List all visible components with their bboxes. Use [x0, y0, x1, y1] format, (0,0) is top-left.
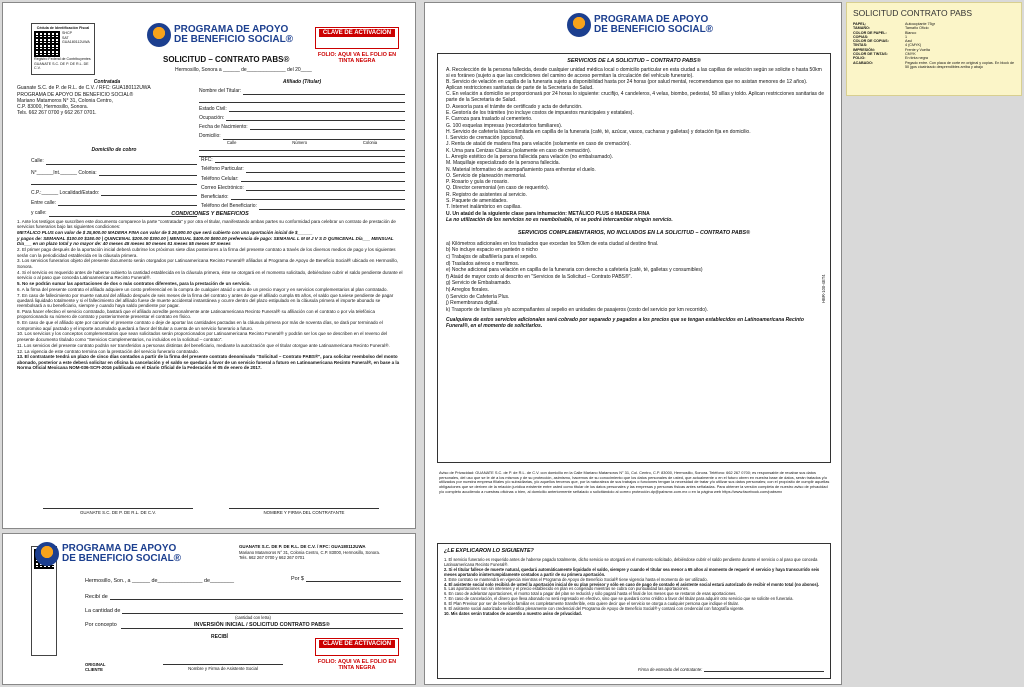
address-field[interactable]: Domicilio: — [199, 133, 405, 139]
between-street-field[interactable]: Entre calle: — [31, 200, 197, 206]
address-sublabel: Calle — [226, 139, 237, 145]
collection-block — [31, 147, 197, 217]
complementary-item: i) Servicio de Cafetería Plus. — [446, 293, 510, 300]
spec-title: SOLICITUD CONTRATO PABS — [853, 8, 973, 18]
fiscal-line: GUANATE S.C. DE P. DE R.L. DE C.V. — [34, 61, 89, 70]
condition-item: 13. El contratante tendrá un plazo de cinco días contados a partir de la firma del presente contrato denominado "Solicitud – Contrato PABS®", para solicitar reembolso del monto abonado, posterior a este deberá solicitar en oficina la cancelación y el saldo se quedará a favor de un servicio funeral a futuro en Latinoamericana Recinto Funeral®, en base a la Norma Oficial Mexicana NOM-036-SCFI-2016 publicada en el Diario Oficial de la Federación el 05 de enero de 2017. — [17, 354, 400, 371]
complementary-item: c) Trabajos de albañilería para el sepelio. — [446, 254, 538, 261]
spec-row: COLOR DE TINTAS: CMYK — [853, 52, 916, 57]
side-code: HBR-100-4ET4 — [821, 274, 826, 303]
activation-key-box — [315, 27, 399, 49]
pabs-logo-icon — [147, 23, 171, 47]
assistant-signature[interactable]: Nombre y Firma de Asistente Social — [163, 664, 283, 671]
collection-title: Domicilio de cobro — [91, 147, 137, 153]
spec-row: COLOR DE PAPEL: Blanco — [853, 30, 917, 35]
complementary-item: k) Trasporte de familiares y/o acompañantes al sepelio en unidades de pasajeros (costo del servicio por km recorrido). — [446, 306, 709, 313]
affiliate-title: Afiliado (Titular) — [282, 79, 322, 85]
checklist-item: 3. Este contrato se mantendrá en vigencia mientras el Programa de Apoyo de Beneficio Social® tiene vigencia hasta el momento de ser utilizado. — [444, 576, 708, 582]
address-sublabel: Número — [292, 139, 308, 145]
services-note: La no utilización de los servicios no es reembolsable, ni se podrá intercambiar ningún servicio. — [446, 216, 673, 223]
complementary-note: Cualquiera de estos servicios adicionales será cobrado por separado y pagados a los precios que se tengan establecidos en Latinoamericana Recinto Funeral®, en el momento de solicitarlos. — [446, 317, 804, 330]
receipt-date[interactable]: Hermosillo, Son., a ______ de_______________ de________ — [85, 578, 234, 584]
folio-text: FOLIO: AQUI VA EL FOLIO EN TINTA NEGRA — [317, 659, 397, 671]
spec-row: IMPRESIÓN: Frente y Vuelta — [853, 47, 930, 52]
beneficiary-field[interactable]: Beneficiario: — [201, 194, 405, 200]
services-title: SERVICIOS DE LA SOLICITUD – CONTRATO PABS® — [567, 58, 701, 64]
condition-item: 4. Si el servicio es requerido antes de haberse cubierto la cantidad establecida en la cláusula primera, éste se otorgará en el momento solicitado, debiéndose cubrir el saldo pendiente durante el servicio o al paso que conceda Latinoamericana Recinto Funeral®. — [17, 269, 403, 280]
service-item: F. Carroza para traslado al cementerio. — [446, 116, 533, 123]
checklist-item: 1. El servicio funerario es requerido antes de haberse pagado totalmente, dicho servicio se otorgará en el momento solicitado, debiéndose cubrir el saldo pendiente durante el servicio o al paso que conceda Latinoamericana Recinto Funeral®. — [444, 557, 818, 567]
fiscal-line: SAT — [62, 35, 69, 40]
activation-key-box — [315, 638, 399, 656]
home-phone-field[interactable]: Teléfono Particular: — [201, 166, 405, 172]
service-item: P. Rosario y guía de rosario. — [446, 179, 509, 186]
receipt-amount[interactable]: Por $ — [291, 576, 401, 582]
contracted-line: Tels. 662 267 0700 y 662 267 0701. — [17, 110, 97, 117]
service-item: Q. Director ceremonial (en caso de requerirlo). — [446, 185, 550, 192]
folio-text: FOLIO: AQUI VA EL FOLIO EN TINTA NEGRA — [317, 52, 397, 64]
signature-contractor[interactable]: NOMBRE Y FIRMA DEL CONTRATANTE — [229, 508, 379, 515]
spec-row: FOLIO: En tinta negra — [853, 56, 928, 61]
complementary-item: h) Arreglos florales. — [446, 287, 490, 294]
original-label: ORIGINAL CLIENTE — [85, 662, 106, 672]
services-box — [437, 53, 831, 463]
concept-value: INVERSIÓN INICIAL / SOLICITUD CONTRATO PABS® — [121, 622, 403, 629]
condition-item: y pagos de: SEMANAL $100.00 $150.00 | QUINCENAL $200.00 $300.00 | MENSUAL $400.00 $600.00 preferencia de pago: SEMANAL L M M J V S D QUINCENAL Día___ MENSUAL Día___ en un plazo total y no mayor de: 40 meses 45 meses 50 meses 51 meses 55 meses 57 meses — [17, 236, 394, 247]
fiscal-line: GUA180112UWA — [62, 39, 90, 44]
contract-back-page — [424, 2, 842, 685]
checklist-signature[interactable]: Firma de enterado del contratante: — [638, 667, 824, 672]
service-item: L. Arreglo estético de la persona fallecida para velación (no embalsamado). — [446, 153, 614, 160]
email-field[interactable]: Correo Electrónico: — [201, 185, 405, 191]
signature-company[interactable]: GUANATE S.C. DE P. DE R.L. DE C.V. — [43, 508, 193, 515]
spec-row: TINTAS: 4 (CMYK) — [853, 43, 922, 48]
receipt-recibi: RECIBÍ — [211, 634, 228, 640]
service-item: D. Asesoría para el trámite de certificado y acta de defunción. — [446, 103, 583, 110]
brand-line-2: DE BENEFICIO SOCIAL® — [62, 553, 182, 564]
spec-row: TAMAÑO: Tamaño Oficio — [853, 26, 929, 31]
brand-logo — [147, 23, 293, 47]
condition-item: 6. A la firma del presente contrato el afiliado adquiere un costo preferencial en la compra de cualquier ataúd o urna de un precio mayor y en servicios complementarios al plan contratado. — [17, 286, 388, 292]
beneficiary-phone-field[interactable]: Teléfono del Beneficiario: — [201, 203, 405, 209]
checklist-item: 4. El asistente social solo recibirá de usted la aportación inicial de su plan previsor y sólo en caso de pago de contado el asistente social estará autorizado de recibir el monto total (no abonos). — [444, 581, 820, 587]
birth-date-field[interactable]: Fecha de Nacimiento: — [199, 124, 405, 130]
condition-item: 3. Los servicios funerarios objeto del presente documento serán otorgados por Latinoamericana Recinto Funeral® afiliados al Programa de Apoyo de Beneficio Social® ubicado en Hermosillo, Sonora. — [17, 258, 399, 269]
receipt-company-line: Tels. 662 267 0700 y 662 267 0701 — [239, 554, 305, 560]
condition-item: 7. En caso de fallecimiento por muerte natural del afiliado después de seis meses de la firma del contrato y antes de que el afiliado cumpla 65 años, el saldo que tuviese pendiente de pagar quedará liquidado totalmente y si el fallecimiento del afiliado fuese de muerte accidental instantánea y ocurre dentro del plazo estipulado en la cláusula primera el importe abonado se reembolsará a su beneficiario, siempre y cuando haya saldo pendiente por pagar. — [17, 292, 394, 309]
and-street-field[interactable]: y calle: — [31, 210, 197, 216]
condition-item: METÁLICO PLUS con valor de $ 25,900.00 MADERA FINA con valor de $ 26,900.00 que será cubierto con una aportación inicial de $______ — [17, 230, 313, 236]
brand-logo — [567, 13, 713, 37]
received-from-field[interactable]: Recibí de — [85, 594, 403, 600]
form-date-line: Hermosillo, Sonora a ______ de______________ del 20____ — [175, 67, 312, 73]
service-item: I. Servicio de cremación (opcional). — [446, 135, 525, 142]
brand-line-1: PROGRAMA DE APOYO — [62, 543, 177, 554]
checklist-item: 5. Las aportaciones son sin intereses y el precio establecido en plan es congelado mientras se cubra con puntualidad las aportaciones. — [444, 586, 690, 592]
contracted-line: Mariano Matamoros N° 31, Colonia Centro, — [17, 97, 113, 104]
cell-phone-field[interactable]: Teléfono Celular: — [201, 176, 405, 182]
brand-line-2: DE BENEFICIO SOCIAL® — [594, 24, 714, 35]
activation-key-label: CLAVE DE ACTIVACION — [319, 640, 395, 648]
collection-number-field[interactable]: N°______Int.______ Colonia: — [31, 170, 197, 176]
service-item: N. Material informativo de acompañamiento para enfrentar el duelo. — [446, 166, 596, 173]
receipt-company-line: Mariano Matamoros N° 31, Colonia Centro, C.P. 83000, Hermosillo, Sonora. — [239, 549, 381, 555]
checklist-item: 2. Si el titular fallece de muerte natural, quedará automáticamente liquidado el saldo, siempre y cuando el titular sea menor a 65 años al momento de requerir el servicio y haya transcurrido seis meses aportando ininterrumpidamente contados a partir de su primera aportación. — [444, 566, 820, 577]
print-spec-card — [846, 2, 1022, 96]
complementary-title: SERVICIOS COMPLEMENTARIOS, NO INCLUIDOS EN LA SOLICITUD – CONTRATO PABS® — [517, 229, 751, 236]
affiliate-block — [199, 79, 405, 157]
service-item: U. Un ataúd de la siguiente clase para inhumación: METÁLICO PLUS ó MADERA FINA — [446, 210, 650, 217]
service-item: A. Recolección de la persona fallecida, desde cualquier unidad médica local o domicilio particular en esta ciudad a las capillas de velación según se solicite o hasta 50km si es foráneo (sujeto a que las condiciones del camino de acceso permitan la circulación del vehículo funerario). — [446, 67, 822, 79]
quantity-field[interactable]: La cantidad de — [85, 608, 403, 614]
condition-item: 5. No se podrán sumar las aportaciones de dos o más contratos diferentes, para la prestación de un servicio. — [17, 280, 251, 286]
condition-item: 8. Para hacer efectivo el servicio contratado, bastará que el afiliado acredite personalmente ante Latinoamericana Recinto Funeral® su afiliación con el contrato o por vía telefónica proporcionando su número de contrato y posteriormente presentar el contrato en físico. — [17, 309, 376, 320]
rfc-field[interactable]: RFC: — [201, 157, 405, 163]
conditions-title: CONDICIONES Y BENEFICIOS — [171, 211, 249, 217]
fiscal-line: Registro Federal de Contribuyentes — [34, 57, 91, 62]
collection-street-field[interactable]: Calle: — [31, 158, 197, 164]
contracted-block — [17, 79, 197, 117]
checklist-item: 8. El Plan Previsor por ser de beneficio familiar es completamente transferible, esto quiere decir que el servicio se otorga a cualquier persona que indique el titular. — [444, 601, 739, 607]
contracted-title: Contratada — [93, 79, 121, 85]
contracted-line: Guanate S.C. de P. de R.L. de C.V. / RFC: GUA180112UWA — [17, 85, 151, 92]
conditions-list — [17, 219, 405, 371]
privacy-notice: Aviso de Privacidad: GUANATE S.C. de P. de R.L. de C.V. con domicilio en la Calle Mariano Matamoros N° 31, Col. Centro, C.P. 83000, Hermosillo, Sonora. Teléfono: 662 267 0700; es responsable de recabar sus datos personales, del uso que se le dé a los mismos y de su protección, asimismo, hacemos de su conocimiento que los datos personales de usted, que actualmente o en el futuro obren en nuestra base de datos, serán tratados y/o utilizados por nuestra empresa filiales y/o subsidiarias, y/o aquellos terceros que, por la naturaleza de sus trabajos o funciones tengan la necesidad de tratar y/o utilizar sus datos personales; con el propósito de cumplir aquellas obligaciones que se deriven de la relación jurídica existente entre usted como titular de los datos personales y las empresas y personas físicas antes señaladas. Para obtener la versión completa de nuestro aviso de privacidad y/o completo acudiendo a nuestras oficinas o bien, al domicilio anteriormente señalado o solicitándolo al correo protección.dp@pabsmx.com.mx o en la página web https://www.facebook.com/pabsmx — [439, 470, 830, 494]
collection-zip-field[interactable]: C.P.:______ Localidad/Estado: — [31, 190, 197, 196]
complementary-item: j) Remembranza digital. — [446, 300, 499, 307]
fiscal-id-card — [31, 23, 95, 75]
form-title: SOLICITUD – CONTRATO PABS® — [163, 55, 290, 64]
condition-item: 12. La vigencia de este contrato termina con la prestación del servicio funerario contratado. — [17, 348, 199, 354]
receipt-company — [239, 544, 409, 560]
contract-front-page — [2, 2, 416, 529]
condition-item: 9. En caso de que el afiliado opte por cancelar el presente contrato o deje de aportar las cantidades pactadas en la cláusula primera por más de noventa días, se dará por terminado el compromiso aquí pactado y el importe acumulado quedará a favor del titular a cuenta de un servicio funerario a futuro. — [17, 320, 383, 331]
condition-item: 1. Ante los testigos que suscriben este documento comparece la parte "contratada" y por otra el titular, manifestando ambas partes su conformidad para celebrar un contrato de prestación de servicios funerarios bajo las siguientes condiciones: — [17, 219, 396, 230]
spec-row: COLOR DE COPIAS: Azul — [853, 39, 913, 44]
complementary-item: d) Traslados aéreos o marítimos. — [446, 260, 520, 267]
checklist-item: 6. En caso de adelantar aportaciones, el monto total a pagar del plan se reducirá y sólo pagará hasta el final de los meses que se restaron de esas aportaciones. — [444, 591, 737, 597]
quantity-note: (cantidad con letra) — [235, 615, 271, 620]
address-sublabel: Colonia — [362, 139, 378, 145]
complementary-item: e) Noche adicional para velación en capilla de la funeraria con derecho a cafetería (café, té, galletas y consumibles) — [446, 267, 703, 274]
checklist-item: 7. En caso de cancelación, el dinero que lleva abonado no será regresado en efectivo, sino que se quedará como crédito a favor del titular para adquirir otro servicio que se solicite en funeraria. — [444, 596, 794, 602]
qr-code-icon — [34, 31, 60, 57]
spec-row: COPIAS: 1 — [853, 34, 908, 39]
activation-key-label: CLAVE DE ACTIVACION — [319, 29, 395, 37]
checklist-title: ¿LE EXPLICARON LO SIGUIENTE? — [444, 548, 534, 554]
service-item: T. Internet inalámbrico en capillas. — [446, 204, 522, 211]
service-item: M. Maquillaje especializado de la persona fallecida. — [446, 160, 560, 167]
service-item: C. En velación a domicilio se proporcionará por 24 horas lo siguiente: crucifijo, 4 candeleros, 4 velas, biombo, pedestal, 50 sillas y toldo. Aplican restricciones sanitarias de parte de la Secretaría de Salud. — [446, 91, 824, 104]
service-item: R. Registro de asistentes al servicio. — [446, 191, 527, 198]
receipt-company-line: GUANATE S.C. DE P. DE R.L. DE C.V. / RFC: GUA180112UWA — [239, 544, 366, 549]
brand-logo — [35, 542, 181, 566]
complementary-item: b) No incluye espacio en panteón o nicho — [446, 247, 538, 254]
holder-name-field[interactable]: Nombre del Titular: — [199, 88, 405, 94]
service-item: J. Renta de ataúd de madera fina para velación (solamente en caso de cremación). — [446, 141, 631, 148]
complementary-item: f) Ataúd de mayor costo al descrito en "Servicios de la Solicitud – Contrato PABS®". — [446, 273, 632, 280]
service-item: S. Paquete de amenidades. — [446, 198, 508, 205]
checklist-list — [438, 558, 830, 617]
spec-row: PAPEL: Autocopiante 75gr — [853, 22, 935, 26]
fiscal-line: SHCP — [62, 31, 72, 36]
checklist-item: 10. Mis datos serán tratados de acuerdo a nuestro aviso de privacidad. — [444, 610, 582, 616]
service-item: E. Gestoría de los trámites (no incluye costos de impuestos municipales y estatales). — [446, 109, 634, 116]
service-item: H. Servicio de cafetería básica ilimitada en capilla de la funeraria (café, té, azúcar, vasos, cucharas y galletas) y dotación fija en domicilio. — [446, 128, 751, 135]
pabs-logo-icon — [567, 13, 591, 37]
services-list — [438, 64, 830, 224]
contracted-line: PROGRAMA DE APOYO DE BENEFICIO SOCIAL® — [17, 91, 134, 98]
contact-block — [201, 155, 405, 210]
condition-item: 2. El primer pago después de la aportación inicial deberá cubrirse los próximos siete días posteriores a la firma del presente contrato a través de los diversos medios de pago y los siguientes serán con la periodicidad establecida en la cláusula primera. — [17, 247, 396, 258]
checklist-box — [437, 543, 831, 679]
service-item: G. 100 esquelas impresas (recordatorios familiares). — [446, 122, 563, 129]
brand-line-2: DE BENEFICIO SOCIAL® — [174, 34, 294, 45]
fiscal-id-header: Cédula de Identificación Fiscal — [36, 26, 90, 30]
complementary-item: g) Servicio de Embalsamado. — [446, 280, 512, 287]
brand-line-1: PROGRAMA DE APOYO — [594, 14, 709, 25]
spec-list — [847, 22, 1021, 69]
service-item: B. Servicio de velación en capilla de la funeraria sujeto a disponibilidad hasta por 24 horas (por salud mental, recomendamos que no asistan menores de 12 años). Aplican restricciones sanitarias de parte de la Secretaría de Salud. — [446, 79, 808, 92]
concept-field: Por concepto INVERSIÓN INICIAL / SOLICITUD CONTRATO PABS® — [85, 622, 403, 629]
service-item: K. Urna para Cenizas Clásica (solamente en caso de cremación). — [446, 147, 592, 154]
checklist-item: 9. El asistente social autorizado se identifica plenamente con credencial del Programa de Apoyo de Beneficio Social® y contará con credencial con fotografía vigente. — [444, 606, 745, 612]
occupation-field[interactable]: Ocupación: — [199, 115, 405, 121]
contracted-line: C.P. 83000, Hermosillo, Sonora. — [17, 104, 89, 111]
brand-line-1: PROGRAMA DE APOYO — [174, 24, 289, 35]
receipt-page — [2, 533, 416, 685]
marital-status-field[interactable]: Estado Civil: — [199, 106, 405, 112]
complementary-item: a) Kilómetros adicionales en los traslados que excedan los 50km de esta ciudad al destino final. — [446, 240, 659, 247]
condition-item: 10. Los servicios y los conceptos complementarios que sean solicitados serán proporcionados por Latinoamericana Recinto Funeral® y podrán ser los que se describen en el reverso del presente documento titulado como "Servicios Complementarios, no incluidos en la solicitud – contrato". — [17, 331, 388, 342]
complementary-list — [438, 236, 830, 330]
service-item: O. Servicio de planeación memorial. — [446, 172, 527, 179]
condition-item: 11. Los servicios del presente contrato podrán ser transferidos a personas distintas del beneficiario, mediante la autorización que el titular otorgue ante Latinoamericana Recinto Funeral®. — [17, 342, 390, 348]
pabs-logo-icon — [35, 542, 59, 566]
spec-row: ACABADO: Pegado entre. Con placa de corte en original y copias. En block de 50 jgos cicatrizado desprendibles arriba y abajo — [853, 60, 1015, 69]
